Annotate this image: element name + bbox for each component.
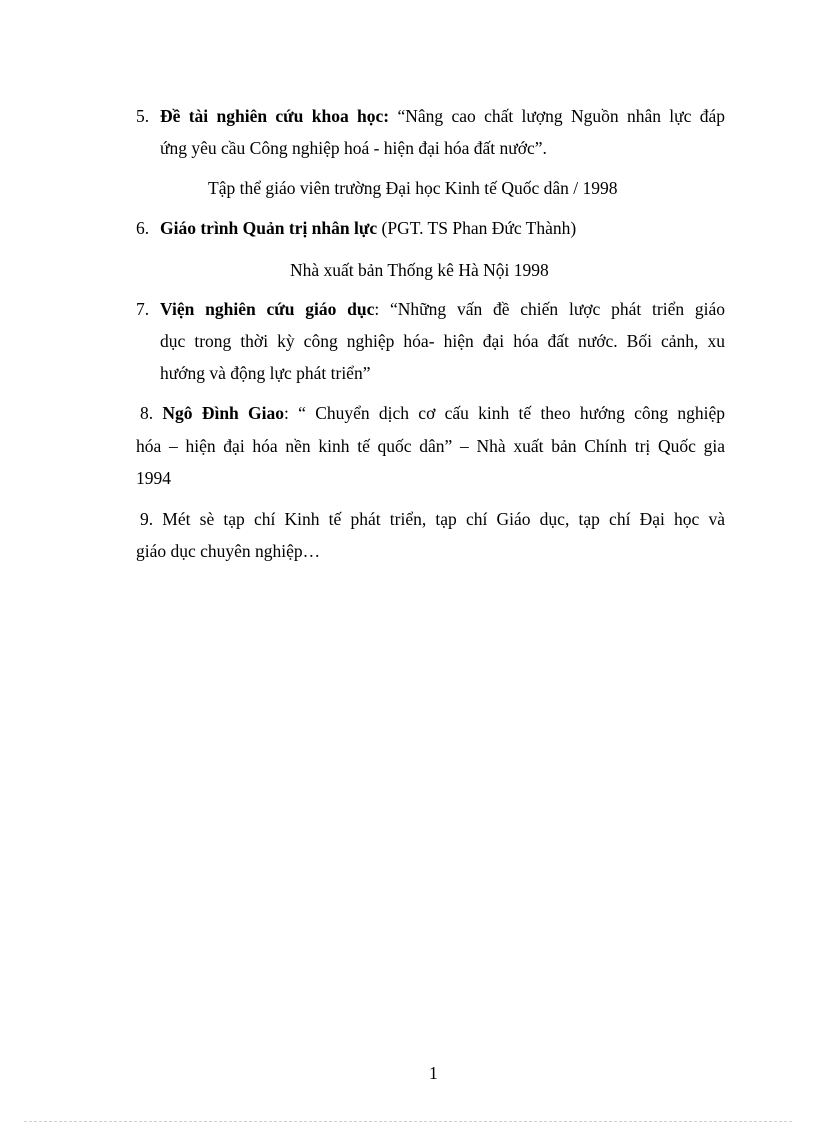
- reference-6-text: (PGT. TS Phan Đức Thành): [377, 218, 577, 238]
- reference-9-line-2: giáo dục chuyên nghiệp…: [136, 541, 321, 561]
- reference-7-title: Viện nghiên cứu giáo dục: [160, 299, 375, 319]
- reference-8-line-1: [140, 402, 725, 424]
- reference-8-line-2: hóa – hiện đại hóa nền kinh tế quốc dân” – Nhà xuất bản Chính trị Quốc gia: [136, 436, 725, 456]
- reference-8-num: 8.: [140, 403, 154, 423]
- reference-5-publisher: Tập thể giáo viên trường Đại học Kinh tế Quốc dân / 1998: [208, 178, 618, 198]
- reference-5-num: 5.: [136, 106, 150, 126]
- reference-8-title: Ngô Đình Giao: [162, 403, 285, 423]
- reference-7-num: 7.: [136, 299, 150, 319]
- reference-5-line-2: ứng yêu cầu Công nghiệp hoá - hiện đại hóa đất nước”.: [160, 138, 547, 158]
- reference-9-num: 9.: [140, 509, 154, 529]
- reference-6-publisher: Nhà xuất bản Thống kê Hà Nội 1998: [290, 260, 549, 280]
- reference-5-line-1: [160, 105, 725, 127]
- reference-5-title: Đề tài nghiên cứu khoa học:: [160, 106, 390, 126]
- reference-8-line-3: 1994: [136, 468, 171, 488]
- reference-7-line-3: hướng và động lực phát triển”: [160, 363, 371, 383]
- reference-9-line-1: [140, 508, 725, 530]
- reference-6-title: Giáo trình Quản trị nhân lực: [160, 218, 378, 238]
- reference-7-line-2: dục trong thời kỳ công nghiệp hóa- hiện đại hóa đất nước. Bối cảnh, xu: [160, 331, 725, 351]
- reference-8-text: : “ Chuyển dịch cơ cấu kinh tế theo hướng công nghiệp: [284, 403, 726, 423]
- page-number: 1: [429, 1063, 438, 1083]
- reference-5-text: “Nâng cao chất lượng Nguồn nhân lực đáp: [389, 106, 726, 126]
- page-bottom-divider: [24, 1121, 792, 1122]
- reference-9-text: Mét sè tạp chí Kinh tế phát triển, tạp chí Giáo dục, tạp chí Đại học và: [162, 509, 725, 529]
- reference-7-text: : “Những vấn đề chiến lược phát triển giáo: [374, 299, 725, 319]
- reference-6-line-1: [160, 217, 576, 239]
- reference-7-line-1: [160, 298, 725, 320]
- reference-6-num: 6.: [136, 218, 150, 238]
